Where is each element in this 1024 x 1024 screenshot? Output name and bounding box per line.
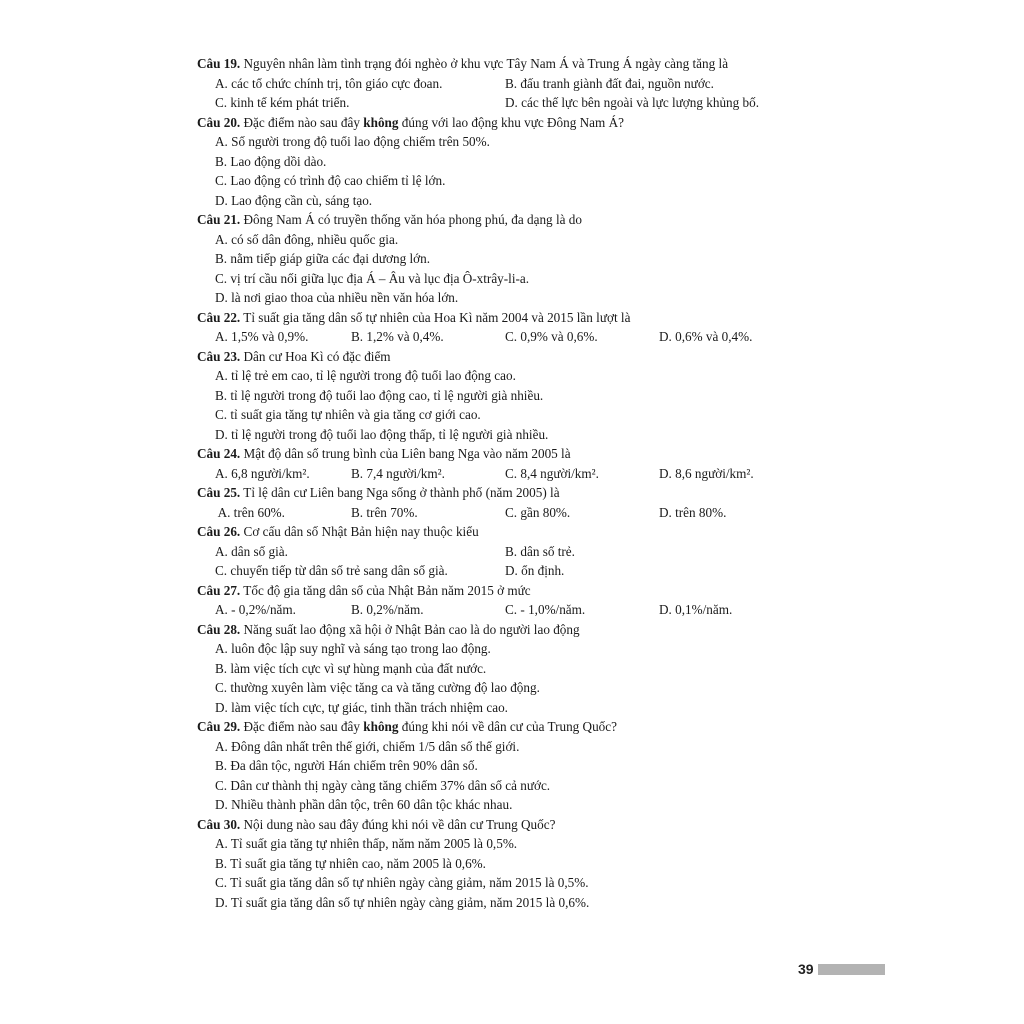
question-text: Đông Nam Á có truyền thống văn hóa phong phú, đa dạng là do [240,212,582,227]
question-block [197,620,817,718]
answer-option: B. đấu tranh giành đất đai, nguồn nước. [505,75,714,91]
answer-option: D. trên 80%. [659,504,727,520]
answer-option: C. gần 80%. [505,504,571,520]
question-block [197,717,817,815]
question-stem [197,113,817,133]
answer-option: D. các thế lực bên ngoài và lực lượng khủng bố. [505,95,760,110]
question-block [197,347,817,445]
question-stem [197,620,817,640]
answer-option: C. Dân cư thành thị ngày càng tăng chiếm 37% dân số cả nước. [215,777,551,793]
question-stem [197,54,817,74]
answer-option: D. Tỉ suất gia tăng dân số tự nhiên ngày càng giảm, năm 2015 là 0,6%. [215,894,590,910]
answer-row [197,561,817,581]
answer-option: A. Đông dân nhất trên thế giới, chiếm 1/5 dân số thế giới. [215,738,520,754]
answer-option: C. chuyển tiếp từ dân số trẻ sang dân số già. [215,563,448,578]
question-stem [197,581,817,601]
question-stem [197,717,817,737]
question-number: Câu 19. [197,56,241,71]
answer-option: C. kinh tế kém phát triển. [215,95,350,110]
answer-option: C. Tỉ suất gia tăng dân số tự nhiên ngày càng giảm, năm 2015 là 0,5%. [215,875,589,890]
answer-row [197,74,817,94]
answer-option: A. 1,5% và 0,9%. [215,329,309,344]
question-block [197,815,817,913]
question-text: Tỉ suất gia tăng dân số tự nhiên của Hoa Kì năm 2004 và 2015 lần lượt là [240,309,631,325]
answer-option: A. tỉ lệ trẻ em cao, tỉ lệ người trong độ tuổi lao động cao. [215,368,516,383]
answer-option: B. 1,2% và 0,4%. [351,329,444,344]
answer-option: C. 0,9% và 0,6%. [505,329,598,344]
question-number: Câu 28. [197,621,241,637]
answer-option: A. Tỉ suất gia tăng tự nhiên thấp, năm năm 2005 là 0,5%. [215,836,518,851]
answer-option: A. Số người trong độ tuổi lao động chiếm trên 50%. [215,134,490,149]
answer-option: C. thường xuyên làm việc tăng ca và tăng cường độ lao động. [215,680,540,695]
answer-option: A. luôn độc lập suy nghĩ và sáng tạo trong lao động. [215,641,491,656]
answer-option: D. 0,6% và 0,4%. [659,329,753,344]
exam-page [197,54,817,912]
question-stem [197,444,817,464]
question-stem [197,308,817,328]
question-number: Câu 25. [197,485,241,500]
answer-option: B. tỉ lệ người trong độ tuổi lao động cao, tỉ lệ người già nhiều. [215,387,544,403]
answer-option: A. dân số già. [215,543,288,559]
question-text: đúng khi nói về dân cư của Trung Quốc? [398,719,617,734]
question-emphasis: không [363,114,399,130]
question-text: Đặc điểm nào sau đây [240,114,364,130]
answer-option: D. Nhiều thành phần dân tộc, trên 60 dân tộc khác nhau. [215,797,513,812]
answer-row [197,327,817,347]
answer-row [197,542,817,562]
answer-option: B. 7,4 người/km². [351,465,445,481]
answer-option: C. - 1,0%/năm. [505,602,586,617]
page-number: 39 [798,961,814,977]
question-number: Câu 21. [197,212,241,227]
answer-row [197,464,817,484]
answer-option: B. 0,2%/năm. [351,602,424,617]
answer-option: D. tỉ lệ người trong độ tuổi lao động thấp, tỉ lệ người già nhiều. [215,426,549,442]
answer-option: C. vị trí cầu nối giữa lục địa Á – Âu và lục địa Ô-xtrây-li-a. [215,270,530,286]
answer-row [197,93,817,113]
question-text: Cơ cấu dân số Nhật Bản hiện nay thuộc kiểu [240,524,479,539]
answer-option: D. ổn định. [505,563,565,578]
question-block [197,444,817,483]
answer-option: A. các tổ chức chính trị, tôn giáo cực đoan. [215,75,443,91]
question-stem [197,522,817,542]
question-text: Nguyên nhân làm tình trạng đói nghèo ở khu vực Tây Nam Á và Trung Á ngày càng tăng là [240,56,729,71]
question-block [197,210,817,308]
question-stem [197,210,817,230]
answer-option: B. Tỉ suất gia tăng tự nhiên cao, năm 2005 là 0,6%. [215,855,486,871]
question-number: Câu 23. [197,348,241,364]
question-emphasis: không [363,719,399,734]
question-block [197,522,817,581]
question-block [197,581,817,620]
question-block [197,54,817,113]
answer-option: B. trên 70%. [351,504,418,520]
question-number: Câu 27. [197,582,241,598]
question-number: Câu 24. [197,446,241,461]
answer-row [197,600,817,620]
footer-bar [818,964,885,975]
question-text: Đặc điểm nào sau đây [240,719,364,734]
question-block [197,113,817,211]
answer-option: A. có số dân đông, nhiều quốc gia. [215,231,399,247]
answer-option: C. 8,4 người/km². [505,465,599,481]
question-text: Nội dung nào sau đây đúng khi nói về dân cư Trung Quốc? [240,816,556,832]
answer-option: C. Lao động có trình độ cao chiếm tỉ lệ lớn. [215,173,446,188]
answer-option: D. là nơi giao thoa của nhiều nền văn hóa lớn. [215,290,459,305]
question-block [197,483,817,522]
question-stem [197,347,817,367]
answer-option: B. dân số trẻ. [505,543,575,559]
answer-option: B. làm việc tích cực vì sự hùng mạnh của đất nước. [215,660,487,676]
answer-option: D. Lao động cần cù, sáng tạo. [215,192,373,208]
question-number: Câu 26. [197,524,241,539]
answer-option: A. - 0,2%/năm. [215,602,296,617]
question-text: Tốc độ gia tăng dân số của Nhật Bản năm 2015 ở mức [240,582,531,598]
answer-option: D. 8,6 người/km². [659,465,754,481]
answer-row [197,503,817,523]
answer-option: B. Đa dân tộc, người Hán chiếm trên 90% dân số. [215,758,478,773]
answer-option: D. 0,1%/năm. [659,602,733,617]
question-number: Câu 30. [197,816,241,832]
answer-option: D. làm việc tích cực, tự giác, tinh thần trách nhiệm cao. [215,699,508,715]
answer-option: A. trên 60%. [215,504,285,520]
question-text: Mật độ dân số trung bình của Liên bang Nga vào năm 2005 là [240,446,571,461]
question-number: Câu 22. [197,309,241,325]
question-number: Câu 20. [197,114,241,130]
answer-option: B. nằm tiếp giáp giữa các đại dương lớn. [215,251,431,266]
question-text: Năng suất lao động xã hội ở Nhật Bản cao là do người lao động [240,621,580,637]
question-stem [197,815,817,835]
answer-option: C. tỉ suất gia tăng tự nhiên và gia tăng cơ giới cao. [215,407,481,422]
question-stem [197,483,817,503]
question-text: Tỉ lệ dân cư Liên bang Nga sống ở thành phố (năm 2005) là [240,485,560,500]
question-number: Câu 29. [197,719,241,734]
question-text: Dân cư Hoa Kì có đặc điểm [240,348,391,364]
question-block [197,308,817,347]
answer-option: A. 6,8 người/km². [215,465,310,481]
answer-option: B. Lao động dồi dào. [215,153,327,169]
question-text: đúng với lao động khu vực Đông Nam Á? [398,114,624,130]
